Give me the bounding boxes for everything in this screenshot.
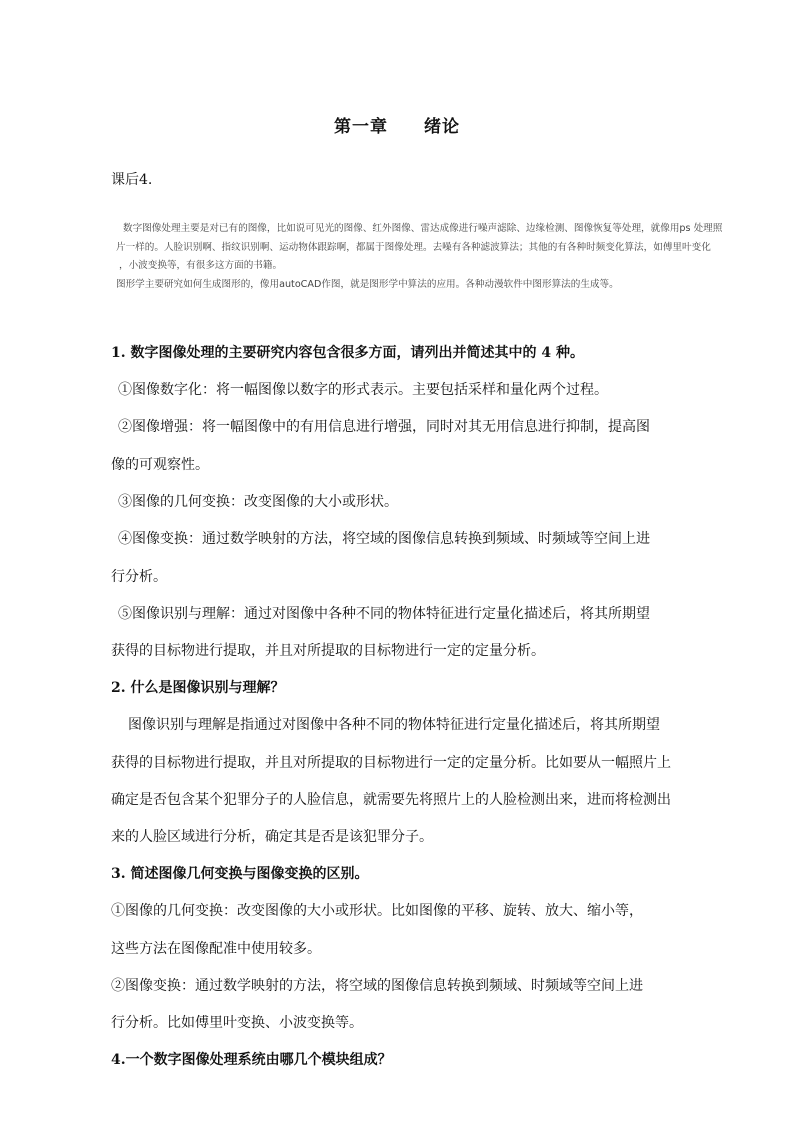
after-class-label: 课后4. [111, 172, 153, 188]
question-2-heading: 2. 什么是图像识别与理解？ [111, 680, 285, 696]
question-3-heading: 3. 简述图像几何变换与图像变换的区别。 [111, 866, 369, 882]
answer-line: 获得的目标物进行提取，并且对所提取的目标物进行一定的定量分析。 [111, 643, 545, 659]
answer-line: 这些方法在图像配准中使用较多。 [111, 941, 321, 957]
note-line: 数字图像处理主要是对已有的图像，比如说可见光的图像、红外图像、雷达成像进行噪声滤除、边缘检测、图像恢复等处理，就像用ps 处理照 [123, 223, 723, 234]
answer-line: ①图像数字化：将一幅图像以数字的形式表示。主要包括采样和量化两个过程。 [118, 382, 608, 398]
answer-line: 来的人脸区域进行分析，确定其是否是该犯罪分子。 [111, 829, 433, 845]
answer-line: 像的可观察性。 [111, 457, 209, 473]
embedded-note-image [116, 220, 726, 304]
chapter-name: 绪论 [424, 117, 460, 137]
answer-line: 行分析。比如傅里叶变换、小波变换等。 [111, 1015, 363, 1031]
answer-line: ④图像变换：通过数学映射的方法，将空域的图像信息转换到频域、时频域等空间上进 [118, 531, 650, 547]
note-line: ，小波变换等，有很多这方面的书籍。 [119, 260, 283, 271]
answer-line: 图像识别与理解是指通过对图像中各种不同的物体特征进行定量化描述后，将其所期望 [128, 717, 660, 733]
note-line: 片一样的。人脸识别啊、指纹识别啊、运动物体跟踪啊，都属于图像处理。去噪有各种滤波算法；其他的有各种时频变化算法，如傅里叶变化 [116, 241, 711, 253]
answer-line: 确定是否包含某个犯罪分子的人脸信息，就需要先将照片上的人脸检测出来，进而将检测出 [111, 792, 671, 808]
answer-line: ②图像增强：将一幅图像中的有用信息进行增强，同时对其无用信息进行抑制，提高图 [118, 419, 650, 435]
note-line: 图形学主要研究如何生成图形的，像用autoCAD作图，就是图形学中算法的应用。各种动漫软件中图形算法的生成等。 [116, 278, 619, 290]
answer-line: ②图像变换：通过数学映射的方法，将空域的图像信息转换到频域、时频域等空间上进 [111, 978, 643, 994]
question-4-heading: 4.一个数字图像处理系统由哪几个模块组成？ [111, 1052, 392, 1068]
answer-line: 行分析。 [111, 569, 167, 585]
chapter-title [0, 112, 794, 137]
question-1-heading: 1. 数字图像处理的主要研究内容包含很多方面，请列出并简述其中的 4 种。 [111, 345, 584, 361]
answer-line: ①图像的几何变换：改变图像的大小或形状。比如图像的平移、旋转、放大、缩小等， [111, 903, 643, 919]
answer-line: 获得的目标物进行提取，并且对所提取的目标物进行一定的定量分析。比如要从一幅照片上 [111, 755, 671, 771]
answer-line: ⑤图像识别与理解：通过对图像中各种不同的物体特征进行定量化描述后，将其所期望 [118, 606, 650, 622]
chapter-number: 第一章 [334, 117, 388, 137]
answer-line: ③图像的几何变换：改变图像的大小或形状。 [118, 494, 398, 510]
